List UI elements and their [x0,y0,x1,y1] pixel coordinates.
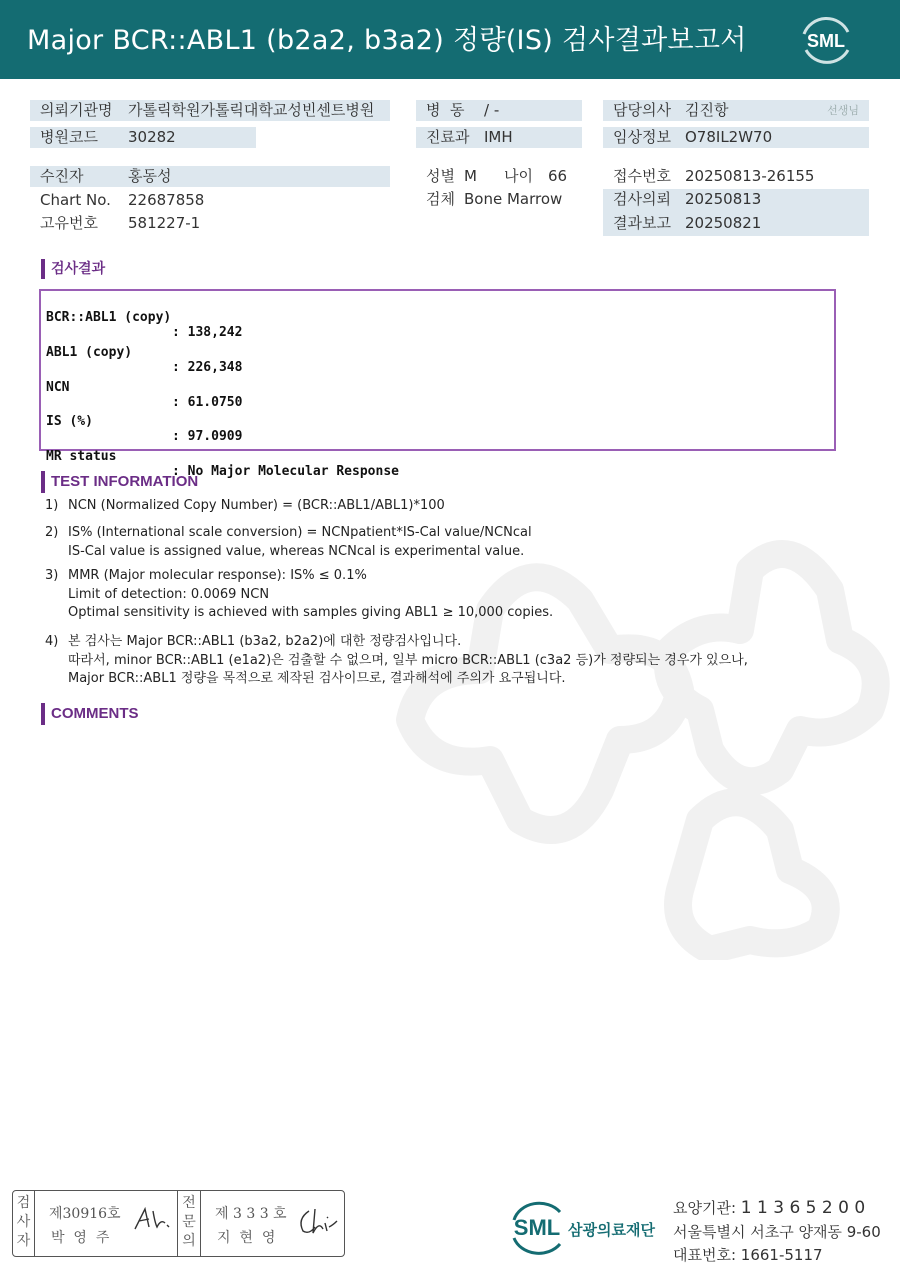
specialist-name: 지 현 영 [217,1230,276,1246]
chart-no-label: Chart No. [40,191,111,209]
doctor-field [603,100,869,121]
report-label: 결과보고 [613,214,671,232]
result-name: ABL1 (copy) [46,345,133,360]
hospital-code-field [30,127,256,148]
examiner-number: 제30916호 [49,1206,121,1222]
result-value: : 138,242 [172,325,243,340]
institution-value: 가톨릭학원가톨릭대학교성빈센트병원 [128,101,375,119]
care-label: 요양기관: [673,1199,737,1217]
recipient-field [30,166,390,187]
results-section-title: 검사결과 [41,259,105,279]
receipt-field [603,166,869,187]
test-info-line: Major BCR::ABL1 정량을 목적으로 제작된 검사이므로, 결과해석에 주의가 요구됩니다. [68,671,566,686]
request-report-field [603,189,869,236]
hospital-code-label: 병원코드 [40,128,98,146]
report-title: Major BCR::ABL1 (b2a2, b3a2) 정량(IS) 검사결과보고서 [27,25,747,56]
report-header [0,0,900,79]
comments-section-title: COMMENTS [41,703,139,725]
test-info-line: IS% (International scale conversion) = NCNpatient*IS-Cal value/NCNcal [68,525,532,540]
department-field [416,127,582,148]
result-name: NCN [46,380,70,395]
result-value: : 61.0750 [172,395,243,410]
phone-label: 대표번호: [673,1246,737,1264]
test-info-number: 4) [45,634,59,649]
result-name: MR status [46,449,117,464]
age-label: 나이 [504,167,533,185]
unique-no-value: 581227-1 [128,214,201,232]
test-info-section-title: TEST INFORMATION [41,471,198,493]
examiner-label: 검 사 자 [13,1191,35,1256]
phone-value: 1661-5117 [740,1246,823,1264]
test-info-line: 따라서, minor BCR::ABL1 (e1a2)은 검출할 수 없으며, 일부 micro BCR::ABL1 (c3a2 등)가 정량되는 경우가 있으나, [68,652,748,668]
ward-label: 병 동 [426,101,465,119]
result-value: : 97.0909 [172,429,243,444]
request-label: 검사의뢰 [613,190,671,208]
test-info-line: Optimal sensitivity is achieved with samples giving ABL1 ≥ 10,000 copies. [68,605,554,620]
hospital-code-value: 30282 [128,128,176,146]
specimen-field [416,189,596,210]
age-value: 66 [548,167,568,185]
footer-logo [508,1198,668,1258]
clinical-value: O78IL2W70 [685,128,773,146]
test-info-number: 1) [45,498,59,513]
phone [673,1244,823,1265]
care-value: 1 1 3 6 5 2 0 0 [740,1198,866,1218]
recipient-label: 수진자 [40,167,84,185]
ward-field [416,100,582,121]
result-name: BCR::ABL1 (copy) [46,310,172,325]
address: 서울특별시 서초구 양재동 9-60 [673,1223,881,1241]
department-value: IMH [484,128,513,146]
sml-logo-text: SML [807,31,845,51]
signature-box [12,1190,345,1257]
clinical-label: 임상정보 [613,128,671,146]
recipient-value: 홍동성 [128,167,172,185]
foundation-name: 삼광의료재단 [568,1221,655,1239]
report-value: 20250821 [685,214,762,232]
chart-no-field [30,190,390,211]
sml-logo [798,14,854,66]
test-info-line: MMR (Major molecular response): IS% ≤ 0.1% [68,568,367,583]
results-box [39,289,836,479]
unique-no-label: 고유번호 [40,214,98,232]
sex-label: 성별 [426,167,455,185]
specialist-label: 전 문 의 [177,1191,201,1256]
specialist-number: 제 3 3 3 호 [215,1206,287,1222]
examiner-signature-icon [131,1205,173,1235]
unique-no-field [30,213,390,234]
chart-no-value: 22687858 [128,191,205,209]
test-info-line: IS-Cal value is assigned value, whereas NCNcal is experimental value. [68,543,525,559]
request-value: 20250813 [685,190,762,208]
result-value: : No Major Molecular Response [172,464,399,479]
specimen-value: Bone Marrow [464,190,563,208]
doctor-suffix: 선생님 [827,104,859,117]
examiner-name: 박 영 주 [51,1230,110,1246]
footer-logo-text: SML [513,1215,561,1240]
doctor-label: 담당의사 [613,101,671,119]
institution-field [30,100,390,121]
result-value: : 226,348 [172,360,243,375]
doctor-value: 김진항 [685,101,729,119]
ward-value: / - [484,101,500,119]
sex-value: M [464,167,477,185]
specimen-label: 검체 [426,190,455,208]
result-name: IS (%) [46,414,93,429]
department-label: 진료과 [426,128,470,146]
care-institution [673,1197,865,1218]
test-info-line: 본 검사는 Major BCR::ABL1 (b3a2, b2a2)에 대한 정량검사입니다. [68,634,462,649]
sex-age-field [416,166,596,187]
clinical-info-field [603,127,869,148]
test-info-number: 3) [45,568,59,583]
test-info-line: NCN (Normalized Copy Number) = (BCR::ABL1/ABL1)*100 [68,498,445,513]
specialist-signature-icon [295,1205,339,1239]
receipt-label: 접수번호 [613,167,671,185]
receipt-value: 20250813-26155 [685,167,815,185]
test-info-number: 2) [45,525,59,540]
institution-label: 의뢰기관명 [40,101,113,119]
test-info-line: Limit of detection: 0.0069 NCN [68,586,270,602]
